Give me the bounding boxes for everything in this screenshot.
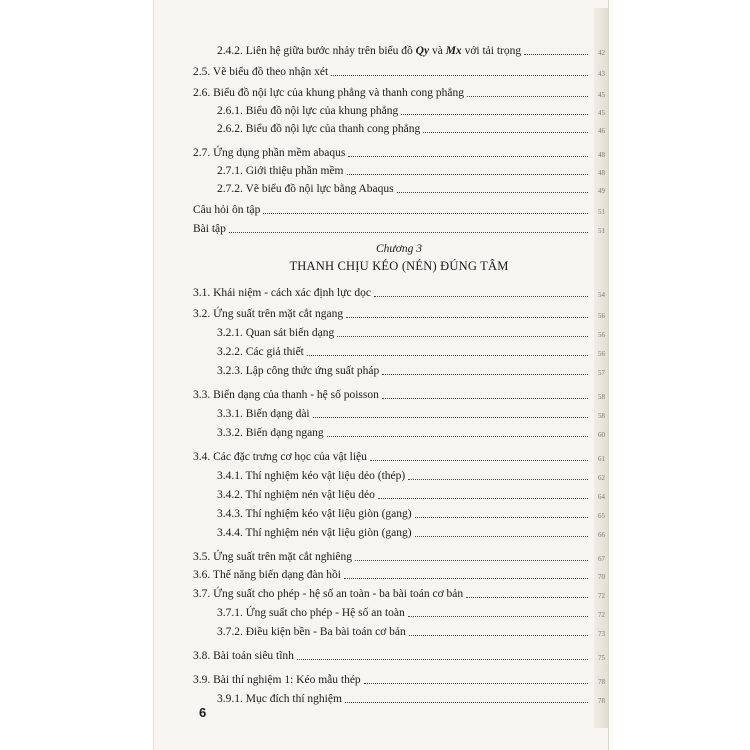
toc-page-number: 51 [598,227,605,235]
toc-entry [193,61,605,79]
dot-leader [409,635,588,636]
toc-entry-title: 3.3.1. Biến dạng dài [217,408,310,420]
dot-leader [297,659,588,660]
toc-entry-title: 2.6.1. Biểu đồ nội lực của khung phẳng [217,105,399,117]
toc-entry-title: 2.6.2. Biểu đồ nội lực của thanh cong phẳng [217,123,421,135]
dot-leader [364,683,588,684]
toc-entry-math: Mx [445,45,462,57]
dot-leader [337,336,588,337]
toc-entry [193,546,605,564]
toc-entry [217,178,605,196]
toc-entry [193,282,605,300]
toc-page-number: 56 [598,331,605,339]
toc-entry-title: 3.9. Bài thí nghiệm 1: Kéo mẫu thép [193,674,361,686]
toc-entry-math: Qy [415,45,430,57]
toc-entry [217,160,605,178]
dot-leader [408,479,588,480]
toc-entry-title: 2.7.2. Vẽ biểu đồ nội lực bằng Abaqus [217,183,394,195]
toc-page-number: 51 [598,208,605,216]
toc-page-number: 72 [598,611,605,619]
toc-page-number: 43 [598,70,605,78]
toc-entry [217,621,605,639]
toc-entry [217,322,605,340]
toc-entry-title: 3.9.1. Mục đích thí nghiệm [217,693,342,705]
dot-leader [346,317,588,318]
toc-entry-title: 3.4. Các đặc trưng cơ học của vật liệu [193,451,367,463]
toc-entry [193,199,605,217]
toc-entry [193,82,605,100]
toc-page-number: 61 [598,455,605,463]
toc-entry-title: 3.2.1. Quan sát biến dạng [217,327,335,339]
dot-leader [382,398,588,399]
toc-entry-title: Câu hỏi ôn tập [193,204,261,216]
toc-entry-title: Bài tập [193,223,226,235]
toc-entry-title: 3.8. Bài toán siêu tĩnh [193,650,294,662]
toc-entry [193,218,605,236]
toc-entry [193,303,605,321]
toc-entry [217,403,605,421]
toc-page-number: 48 [598,151,605,159]
toc-entry [217,422,605,440]
dot-leader [382,374,588,375]
chapter-title: THANH CHỊU KÉO (NÉN) ĐÚNG TÂM [289,259,509,273]
dot-leader [370,460,588,461]
toc-entry [193,384,605,402]
dot-leader [374,296,588,297]
toc-entry-title-part: và [429,45,446,57]
dot-leader [415,517,588,518]
toc-entry-title: 3.3.2. Biến dạng ngang [217,427,324,439]
toc-page-number: 49 [598,187,605,195]
toc-entry [217,341,605,359]
toc-entry-title: 3.2.3. Lập công thức ứng suất pháp [217,365,380,377]
toc-entry-title: 2.4.2. Liên hệ giữa bước nhảy trên biểu đồ [217,45,416,57]
toc-page-number: 73 [598,630,605,638]
toc-entry [217,484,605,502]
toc-entry [217,465,605,483]
dot-leader [378,498,588,499]
toc-entry [193,446,605,464]
dot-leader [344,578,588,579]
toc-entry [193,669,605,687]
toc-entry-title: 2.7.1. Giới thiệu phần mềm [217,165,344,177]
toc-entry-title: 3.7.2. Điều kiện bền - Ba bài toán cơ bản [217,626,406,638]
toc-page-number: 66 [598,531,605,539]
toc-entry [217,688,605,706]
toc-page-number: 70 [598,573,605,581]
toc-page-number: 56 [598,350,605,358]
toc-entry-title: 3.6. Thế năng biến dạng đàn hồi [193,569,341,581]
toc-entry-title: 3.4.2. Thí nghiệm nén vật liệu dẻo [217,489,375,501]
toc-entry-title: 2.5. Vẽ biểu đồ theo nhận xét [193,66,329,78]
toc-page-number: 78 [598,678,605,686]
toc-page-number: 45 [598,109,605,117]
toc-entry-title: 3.2.2. Các giả thiết [217,346,304,358]
page-number: 6 [199,705,207,720]
toc-entry [217,522,605,540]
dot-leader [327,436,588,437]
toc-entry [193,564,605,582]
toc-entry [193,142,605,160]
dot-leader [415,536,588,537]
dot-leader [408,616,588,617]
toc-entry [193,583,605,601]
toc-entry-title: 2.7. Ứng dụng phần mềm abaqus [193,147,346,159]
toc-page-number: 48 [598,169,605,177]
toc-page-number: 58 [598,412,605,420]
dot-leader [355,560,588,561]
toc-entry [217,360,605,378]
toc-page-number: 72 [598,592,605,600]
dot-leader [331,75,588,76]
toc-page-number: 58 [598,393,605,401]
dot-leader [347,174,589,175]
dot-leader [313,417,588,418]
toc-entry [217,40,605,58]
dot-leader [348,156,588,157]
dot-leader [263,213,588,214]
toc-entry-title: 3.7.1. Ứng suất cho phép - Hệ số an toàn [217,607,405,619]
toc-page-number: 62 [598,474,605,482]
dot-leader [229,232,588,233]
toc-entry [217,503,605,521]
dot-leader [466,597,588,598]
toc-entry-title: 3.3. Biến dạng của thanh - hệ số poisson [193,389,379,401]
toc-page-number: 67 [598,555,605,563]
toc-entry-title: 2.6. Biểu đồ nội lực của khung phẳng và thanh cong phẳng [193,87,464,99]
toc-page-number: 45 [598,91,605,99]
toc-page-number: 56 [598,312,605,320]
toc-page-number: 65 [598,512,605,520]
toc-entry-title: 3.4.4. Thí nghiệm nén vật liệu giòn (gang) [217,527,412,539]
toc-entry-title: 3.4.1. Thí nghiệm kéo vật liệu dẻo (thép) [217,470,406,482]
dot-leader [401,114,588,115]
toc-page-number: 60 [598,431,605,439]
toc-page-number: 54 [598,291,605,299]
toc-entry [217,118,605,136]
dot-leader [345,702,588,703]
dot-leader [423,132,588,133]
dot-leader [467,96,588,97]
toc-entry [217,100,605,118]
toc-entry [193,645,605,663]
toc-page-number: 42 [598,49,605,57]
dot-leader [397,192,588,193]
toc-entry-title: 3.5. Ứng suất trên mặt cắt nghiêng [193,551,353,563]
toc-entry-title: 3.2. Ứng suất trên mặt cắt ngang [193,308,344,320]
toc-entry-title: 3.4.3. Thí nghiệm kéo vật liệu giòn (gang) [217,508,412,520]
toc-page-number: 78 [598,697,605,705]
toc-entry [217,602,605,620]
toc-page-number: 64 [598,493,605,501]
toc-page-number: 75 [598,654,605,662]
toc-page-number: 46 [598,127,605,135]
chapter-label: Chương 3 [376,243,422,255]
dot-leader [524,54,588,55]
toc-entry-title: 3.1. Khái niệm - cách xác định lực dọc [193,287,372,299]
toc-page-number: 57 [598,369,605,377]
toc-entry-title-part: với tải trọng [461,45,522,57]
toc-entry-title: 3.7. Ứng suất cho phép - hệ số an toàn - ba bài toán cơ bản [193,588,464,600]
dot-leader [307,355,588,356]
